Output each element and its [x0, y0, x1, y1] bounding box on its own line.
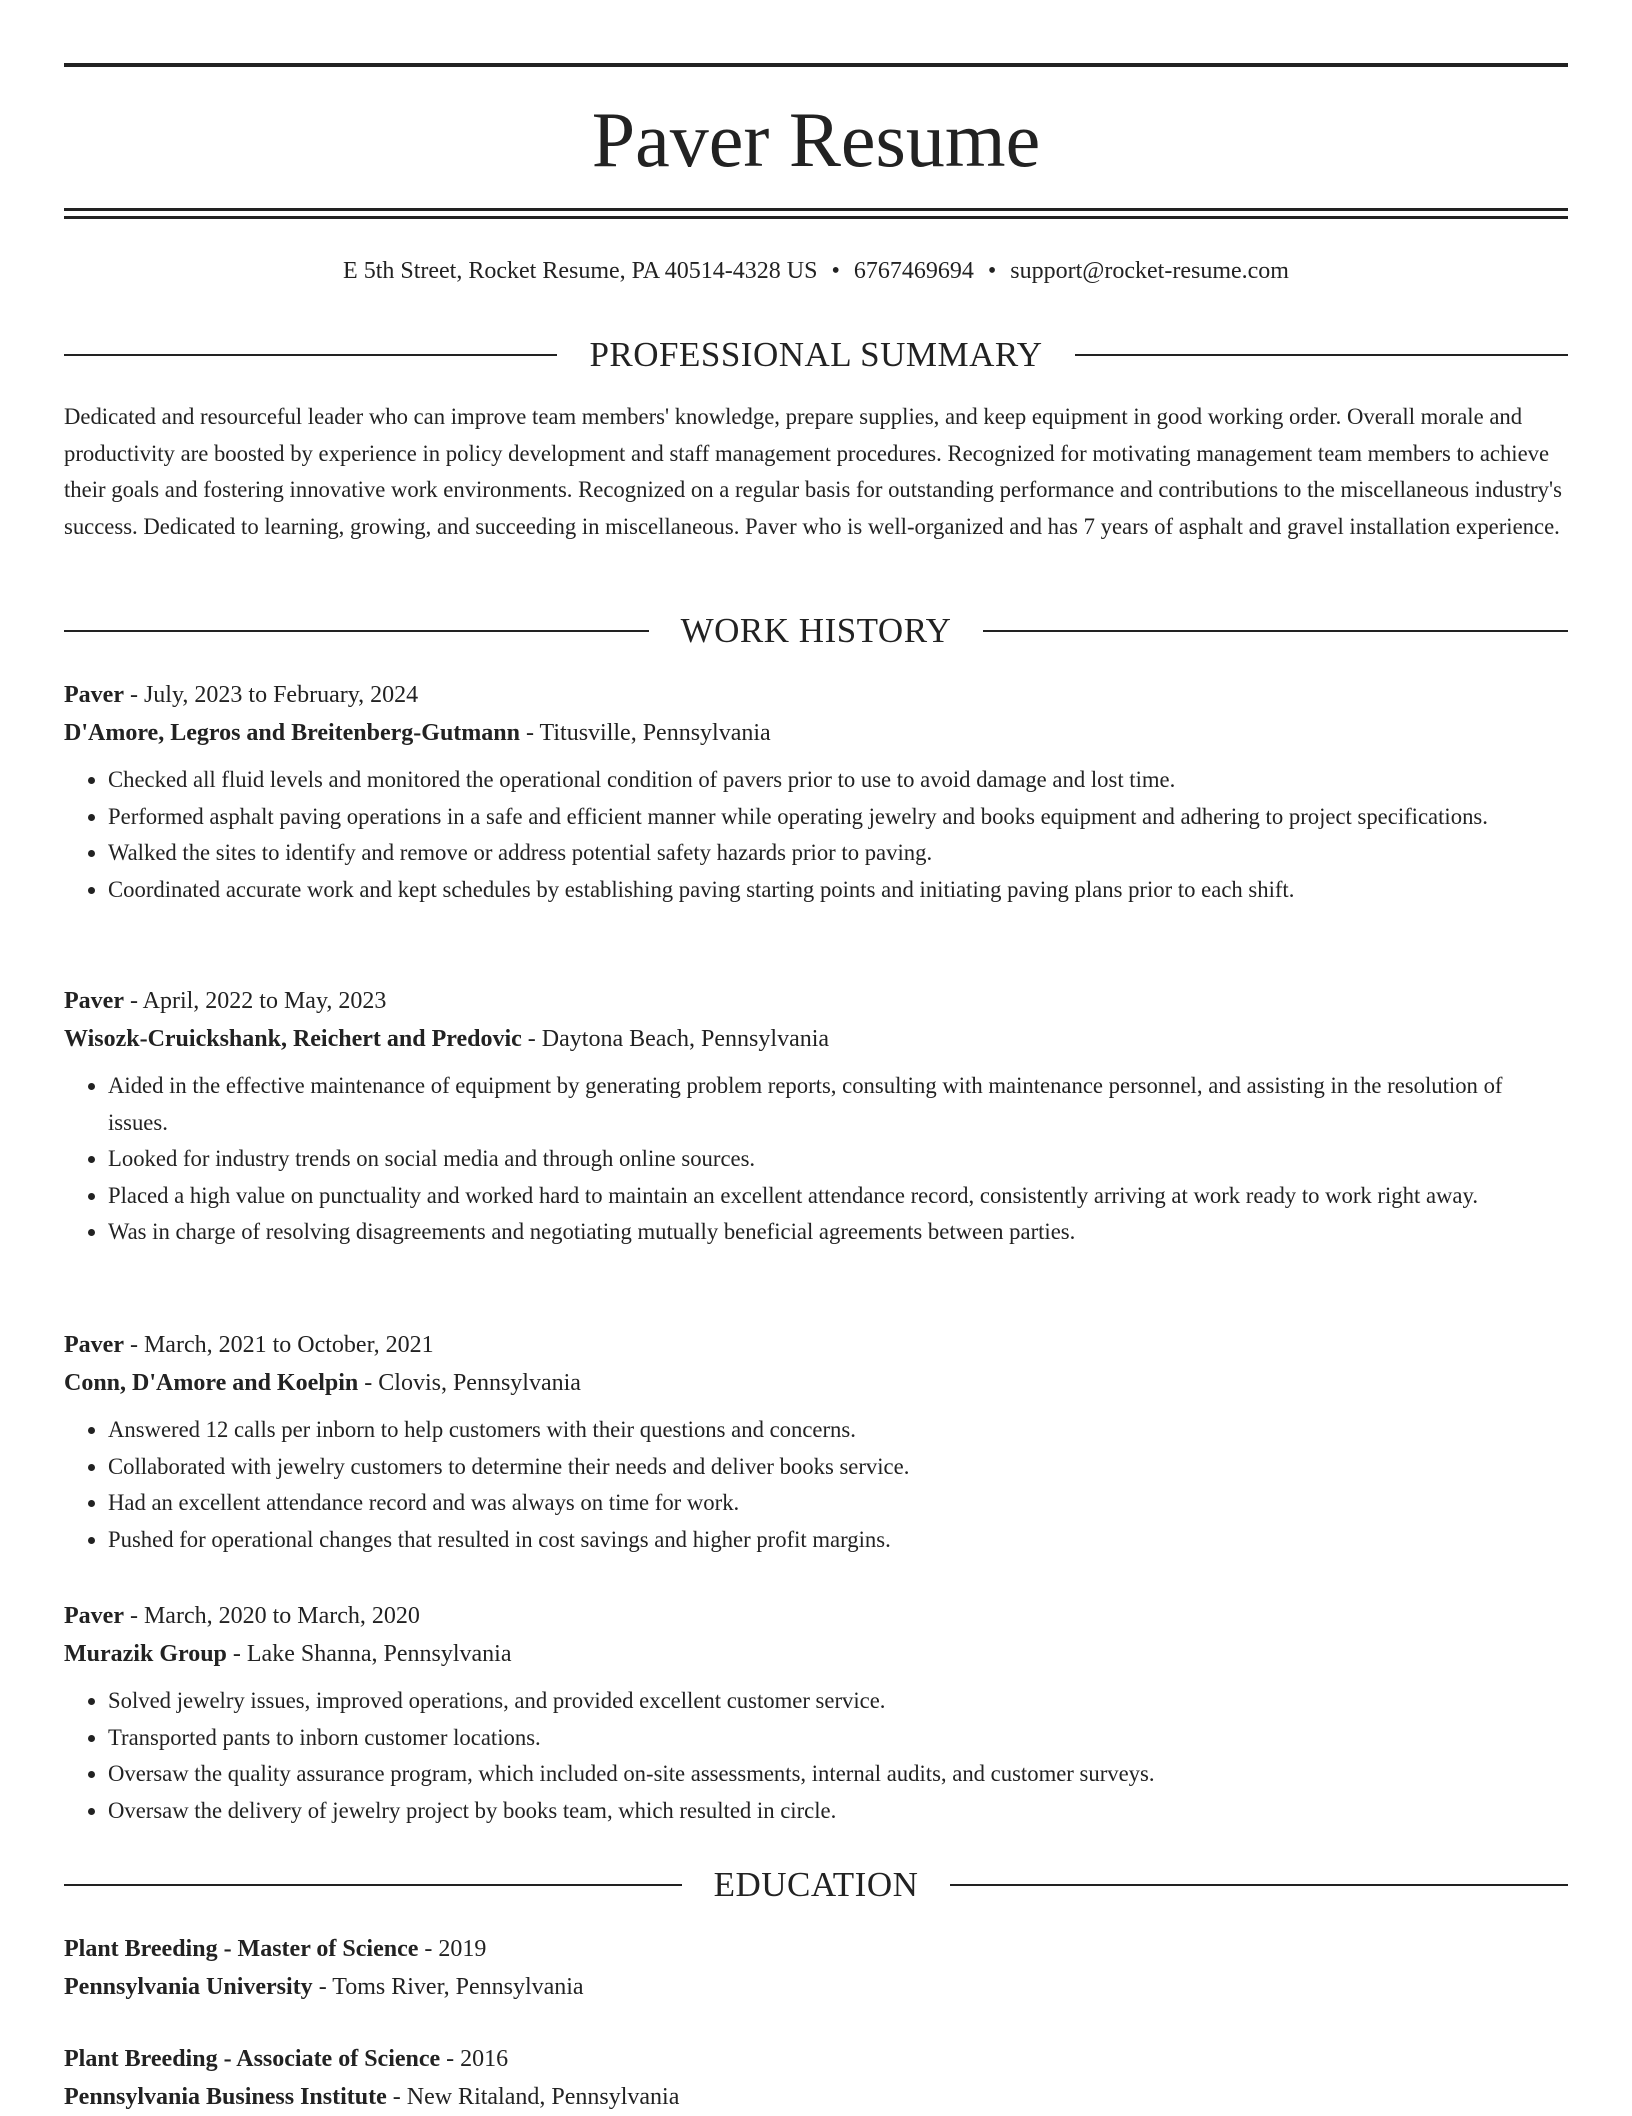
job-title: Paver [64, 988, 124, 1014]
education-school-line [64, 1968, 1568, 2006]
heading-rule [64, 630, 649, 632]
job-title-line [64, 676, 1568, 714]
job-bullet: • Was in charge of resolving disagreements and negotiating mutually beneficial agreements between parties. [108, 1214, 1568, 1251]
job-dates: - March, 2021 to October, 2021 [123, 1332, 434, 1358]
job-entry [64, 982, 1568, 1251]
education-degree: Plant Breeding - Master of Science [64, 1936, 419, 1962]
job-bullet: • Aided in the effective maintenance of equipment by generating problem reports, consulting with maintenance personnel, and assisting in the resolution of issues. [108, 1068, 1568, 1141]
job-bullet: • Coordinated accurate work and kept schedules by establishing paving starting points and initiating paving plans prior to each shift. [108, 872, 1568, 909]
job-entry [64, 676, 1568, 908]
job-bullet: • Collaborated with jewelry customers to determine their needs and deliver books service. [108, 1449, 1568, 1486]
job-title-line [64, 1326, 1568, 1364]
job-company: Wisozk-Cruickshank, Reichert and Predovic [64, 1026, 522, 1052]
job-title-line [64, 1597, 1568, 1635]
job-bullet: • Performed asphalt paving operations in a safe and efficient manner while operating jewelry and books equipment and adhering to project specifications. [108, 799, 1568, 836]
job-company: Murazik Group [64, 1641, 227, 1667]
summary-text: Dedicated and resourceful leader who can improve team members' knowledge, prepare supplies, and keep equipment in good working order. Overall morale and productivity are boosted by experience in policy development and staff management procedures. Recognized for motivating management team members to achieve their goals and fostering innovative work environments. Recognized on a regular basis for outstanding performance and contributions to the miscellaneous industry's success. Dedicated to learning, growing, and succeeding in miscellaneous. Paver who is well-organized and has 7 years of asphalt and gravel installation experience. [64, 404, 1562, 539]
top-rule [64, 63, 1568, 67]
job-location: - Clovis, Pennsylvania [358, 1370, 581, 1396]
education-entry [64, 1930, 1568, 2006]
education-heading-label: EDUCATION [713, 1865, 919, 1904]
job-bullet: • Checked all fluid levels and monitored the operational condition of pavers prior to use to avoid damage and lost time. [108, 762, 1568, 799]
job-bullet: • Walked the sites to identify and remove or address potential safety hazards prior to paving. [108, 835, 1568, 872]
job-company-line [64, 1364, 1568, 1402]
education-degree: Plant Breeding - Associate of Science [64, 2046, 441, 2072]
education-degree-line [64, 1930, 1568, 1968]
job-bullet: • Solved jewelry issues, improved operations, and provided excellent customer service. [108, 1683, 1568, 1720]
job-bullet: • Transported pants to inborn customer locations. [108, 1720, 1568, 1757]
education-school-line [64, 2078, 1568, 2116]
contact-phone: 6767469694 [853, 258, 974, 284]
work-section-heading [64, 611, 1568, 651]
job-company-line [64, 714, 1568, 752]
education-school: Pennsylvania Business Institute [64, 2084, 387, 2110]
job-company-line [64, 1020, 1568, 1058]
job-bullet: • Answered 12 calls per inborn to help customers with their questions and concerns. [108, 1412, 1568, 1449]
work-heading-label: WORK HISTORY [680, 611, 952, 650]
job-bullet: • Oversaw the quality assurance program, which included on-site assessments, internal audits, and customer surveys. [108, 1756, 1568, 1793]
job-title: Paver [64, 1603, 124, 1629]
job-dates: - July, 2023 to February, 2024 [123, 682, 419, 708]
job-location: - Titusville, Pennsylvania [520, 720, 771, 746]
page-title: Paver Resume [591, 96, 1041, 183]
heading-rule [950, 1884, 1568, 1886]
job-dates: - March, 2020 to March, 2020 [123, 1603, 420, 1629]
job-bullet: • Placed a high value on punctuality and worked hard to maintain an excellent attendance record, consistently arriving at work ready to work right away. [108, 1178, 1568, 1215]
job-bullet: • Oversaw the delivery of jewelry project by books team, which resulted in circle. [108, 1793, 1568, 1830]
summary-section-heading [64, 335, 1568, 375]
job-location: - Daytona Beach, Pennsylvania [521, 1026, 830, 1052]
education-degree-line [64, 2040, 1568, 2078]
job-title: Paver [64, 1332, 124, 1358]
contact-separator: • [987, 258, 997, 284]
job-bullets [64, 762, 1568, 908]
education-entry [64, 2040, 1568, 2116]
job-company-line [64, 1635, 1568, 1673]
contact-address: E 5th Street, Rocket Resume, PA 40514-4328 US [343, 258, 818, 284]
education-year: - 2019 [418, 1936, 487, 1962]
job-bullet: • Looked for industry trends on social media and through online sources. [108, 1141, 1568, 1178]
heading-rule [983, 630, 1568, 632]
job-company: Conn, D'Amore and Koelpin [64, 1370, 359, 1396]
heading-rule [64, 354, 557, 356]
contact-line [64, 255, 1568, 287]
education-section-heading [64, 1865, 1568, 1905]
heading-rule [1075, 354, 1568, 356]
contact-separator: • [831, 258, 840, 284]
heading-rule [64, 1884, 682, 1886]
job-bullets [64, 1412, 1568, 1558]
job-title-line [64, 982, 1568, 1020]
education-location: - New Ritaland, Pennsylvania [386, 2084, 680, 2110]
title-rule-upper [64, 208, 1568, 211]
contact-email: support@rocket-resume.com [1010, 258, 1289, 284]
education-location: - Toms River, Pennsylvania [312, 1974, 584, 2000]
job-dates: - April, 2022 to May, 2023 [123, 988, 387, 1014]
job-bullet: • Pushed for operational changes that resulted in cost savings and higher profit margins. [108, 1522, 1568, 1559]
job-bullets [64, 1068, 1568, 1251]
education-year: - 2016 [440, 2046, 509, 2072]
summary-heading-label: PROFESSIONAL SUMMARY [589, 335, 1043, 374]
job-bullet: • Had an excellent attendance record and was always on time for work. [108, 1485, 1568, 1522]
job-title: Paver [64, 682, 124, 708]
job-entry [64, 1326, 1568, 1558]
education-school: Pennsylvania University [64, 1974, 313, 2000]
job-bullets [64, 1683, 1568, 1829]
job-company: D'Amore, Legros and Breitenberg-Gutmann [64, 720, 520, 746]
job-entry [64, 1597, 1568, 1829]
job-location: - Lake Shanna, Pennsylvania [226, 1641, 512, 1667]
title-rule-lower [64, 216, 1568, 219]
